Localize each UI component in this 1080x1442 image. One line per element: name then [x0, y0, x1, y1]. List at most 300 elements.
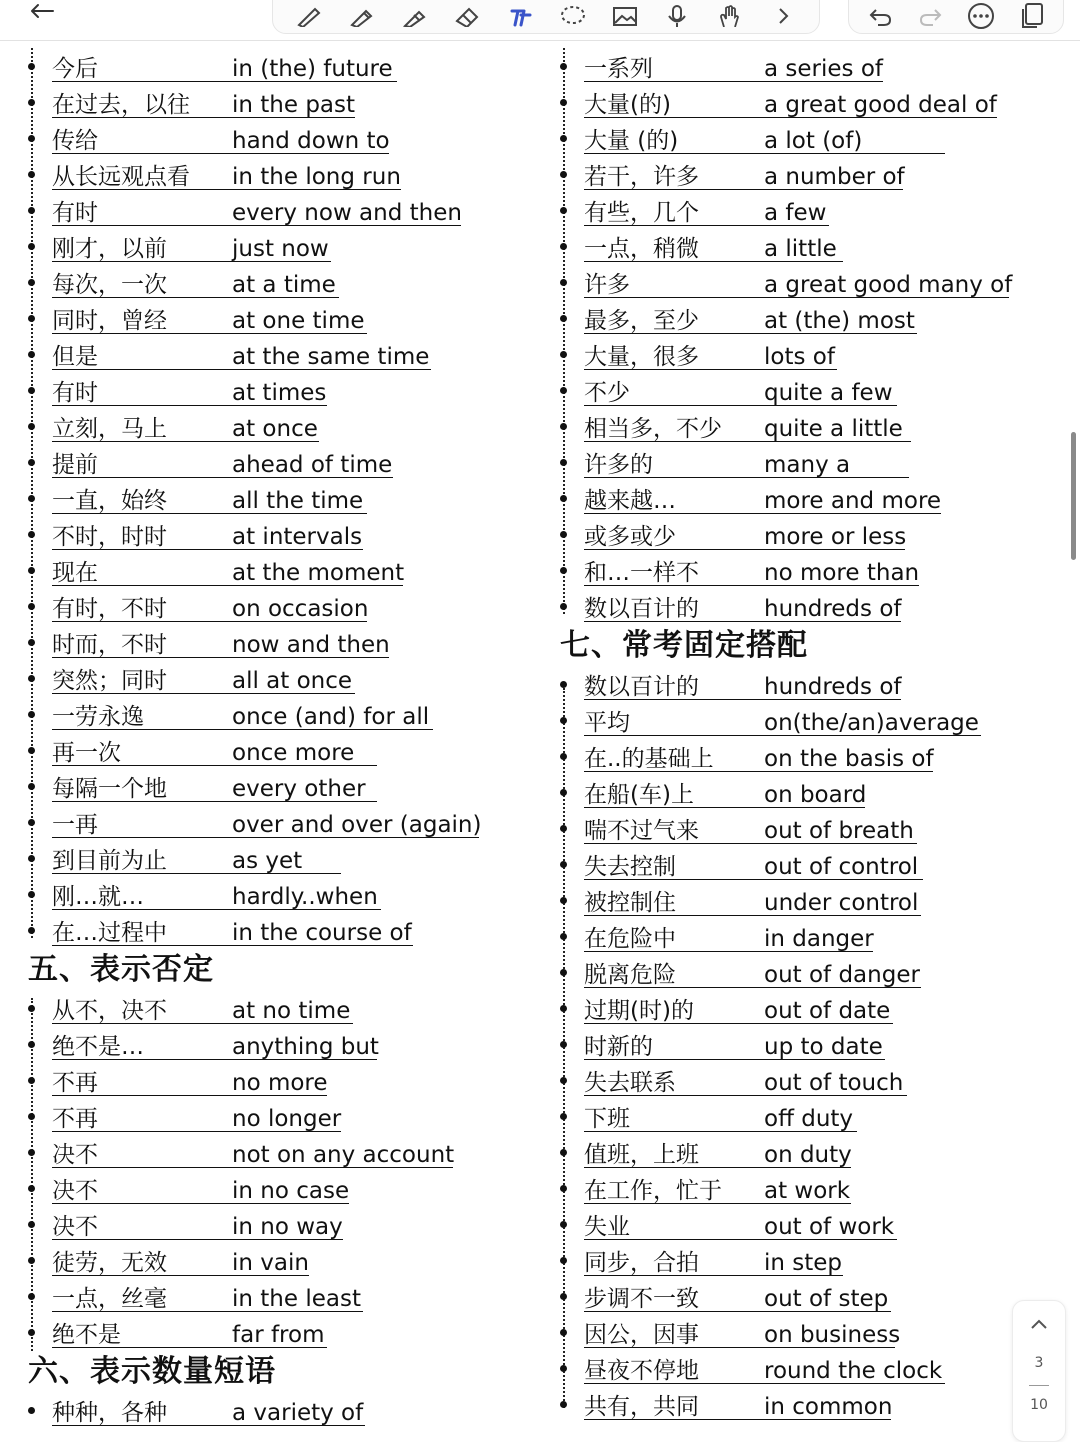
list-item [28, 1134, 548, 1170]
english-phrase: at work [764, 1178, 851, 1204]
left-column [28, 48, 548, 1428]
bullet-icon [560, 243, 567, 250]
underline [52, 693, 355, 694]
chinese-meaning: 被控制住 [584, 890, 676, 916]
bullet-icon [28, 1077, 35, 1084]
microphone-icon[interactable] [660, 1, 694, 31]
underline [584, 621, 901, 622]
english-phrase: as yet [232, 848, 303, 874]
list-item [28, 300, 548, 336]
pages-icon[interactable] [1015, 1, 1049, 31]
list-item [560, 1062, 1040, 1098]
list-item [28, 264, 548, 300]
underline [584, 1275, 843, 1276]
list-item [28, 1242, 548, 1278]
underline [584, 1095, 907, 1096]
english-phrase: a little [764, 236, 837, 262]
english-phrase: now and then [232, 632, 390, 658]
english-phrase: in no case [232, 1178, 350, 1204]
section-title-fixed-collocations: 七、常考固定搭配 [560, 626, 1040, 666]
list-item [28, 1170, 548, 1206]
english-phrase: once (and) for all [232, 704, 430, 730]
list-item [560, 372, 1040, 408]
english-phrase: in the least [232, 1286, 361, 1312]
english-phrase: anything but [232, 1034, 379, 1060]
chinese-meaning: 在…过程中 [52, 920, 167, 946]
chinese-meaning: 在..的基础上 [584, 746, 714, 772]
bullet-icon [28, 243, 35, 250]
underline [584, 405, 897, 406]
english-phrase: out of step [764, 1286, 889, 1312]
list-item [28, 840, 548, 876]
underline [584, 879, 923, 880]
bullet-icon [28, 819, 35, 826]
lasso-icon[interactable] [555, 1, 589, 31]
english-phrase: far from [232, 1322, 325, 1348]
bullet-icon [28, 711, 35, 718]
underline [584, 261, 843, 262]
list-item [28, 696, 548, 732]
underline [584, 915, 921, 916]
underline [52, 225, 461, 226]
chinese-meaning: 在危险中 [584, 926, 676, 952]
list-item [28, 588, 548, 624]
underline [584, 1419, 891, 1420]
bullet-icon [28, 351, 35, 358]
underline [584, 1203, 851, 1204]
list-item [560, 264, 1040, 300]
underline [584, 477, 909, 478]
underline [52, 549, 363, 550]
bullet-icon [28, 1407, 35, 1414]
underline [52, 333, 367, 334]
english-phrase: all the time [232, 488, 364, 514]
english-phrase: out of work [764, 1214, 895, 1240]
chevron-right-icon[interactable] [766, 1, 800, 31]
english-phrase: at a time [232, 272, 336, 298]
underline [52, 1347, 327, 1348]
chinese-meaning: 一系列 [584, 56, 653, 82]
bullet-icon [28, 639, 35, 646]
chinese-meaning: 大量，很多 [584, 344, 699, 370]
english-phrase: off duty [764, 1106, 854, 1132]
chinese-meaning: 和…一样不 [584, 560, 699, 586]
current-page-number: 3 [1034, 1355, 1044, 1371]
bullet-icon [560, 933, 567, 940]
english-phrase: more and more [764, 488, 942, 514]
english-phrase: once more [232, 740, 355, 766]
back-arrow-icon[interactable] [22, 0, 62, 26]
underline [52, 369, 431, 370]
list-item [28, 516, 548, 552]
chinese-meaning: 一再 [52, 812, 98, 838]
chinese-meaning: 同步，合拍 [584, 1250, 699, 1276]
underline [584, 153, 945, 154]
underline [584, 225, 829, 226]
list-item [28, 48, 548, 84]
chinese-meaning: 脱离危险 [584, 962, 676, 988]
underline [52, 873, 341, 874]
english-phrase: over and over (again) [232, 812, 482, 838]
english-phrase: many a [764, 452, 851, 478]
underline [584, 771, 933, 772]
chinese-meaning: 时而，不时 [52, 632, 167, 658]
chinese-meaning: 许多 [584, 272, 630, 298]
english-phrase: in step [764, 1250, 843, 1276]
list-item [28, 552, 548, 588]
chinese-meaning: 数以百计的 [584, 674, 699, 700]
bullet-icon [560, 603, 567, 610]
time-phrases-list [28, 48, 548, 948]
list-item [560, 1242, 1040, 1278]
english-phrase: at the moment [232, 560, 405, 586]
chinese-meaning: 在工作，忙于 [584, 1178, 722, 1204]
chinese-meaning: 一点，丝毫 [52, 1286, 167, 1312]
underline [52, 1059, 377, 1060]
english-phrase: a variety of [232, 1400, 364, 1426]
list-item [560, 156, 1040, 192]
list-item [28, 372, 548, 408]
chinese-meaning: 平均 [584, 710, 630, 736]
chinese-meaning: 不再 [52, 1070, 98, 1096]
english-phrase: a lot (of) [764, 128, 863, 154]
bullet-icon [28, 315, 35, 322]
underline [584, 1347, 895, 1348]
right-column [560, 48, 1040, 1422]
list-item [28, 1026, 548, 1062]
fixed-collocations-list [560, 666, 1040, 1422]
quantity-phrases-list-continued [560, 48, 1040, 624]
english-phrase: round the clock [764, 1358, 943, 1384]
list-item [28, 1206, 548, 1242]
list-item [560, 1134, 1040, 1170]
bullet-icon [28, 423, 35, 430]
underline [52, 729, 433, 730]
underline [584, 81, 883, 82]
image-icon[interactable] [608, 1, 642, 31]
list-item [28, 912, 548, 948]
undo-icon[interactable] [863, 1, 897, 31]
english-phrase: under control [764, 890, 919, 916]
list-item [28, 990, 548, 1026]
list-item [560, 552, 1040, 588]
bullet-icon [560, 567, 567, 574]
english-phrase: every other [232, 776, 366, 802]
bullet-icon [28, 279, 35, 286]
list-item [28, 84, 548, 120]
bullet-icon [28, 63, 35, 70]
underline [52, 1275, 309, 1276]
chinese-meaning: 决不 [52, 1214, 98, 1240]
chinese-meaning: 有时 [52, 200, 98, 226]
list-item [560, 738, 1040, 774]
english-phrase: on duty [764, 1142, 852, 1168]
underline [584, 549, 905, 550]
bullet-icon [28, 1041, 35, 1048]
list-item [560, 408, 1040, 444]
text-tool-icon[interactable] [503, 1, 537, 31]
chinese-meaning: 昼夜不停地 [584, 1358, 699, 1384]
chinese-meaning: 下班 [584, 1106, 630, 1132]
english-phrase: on occasion [232, 596, 369, 622]
list-item [28, 768, 548, 804]
chinese-meaning: 每次，一次 [52, 272, 167, 298]
eraser-icon[interactable] [450, 1, 484, 31]
underline [52, 1425, 365, 1426]
list-item [560, 1350, 1040, 1386]
bullet-icon [560, 681, 567, 688]
chinese-meaning: 传给 [52, 128, 98, 154]
bullet-icon [28, 207, 35, 214]
bullet-icon [560, 717, 567, 724]
english-phrase: hand down to [232, 128, 390, 154]
english-phrase: quite a little [764, 416, 903, 442]
english-phrase: on business [764, 1322, 901, 1348]
bullet-icon [560, 459, 567, 466]
underline [584, 699, 901, 700]
bullet-icon [560, 135, 567, 142]
list-item [560, 1206, 1040, 1242]
bullet-icon [560, 171, 567, 178]
underline [584, 297, 1009, 298]
underline [584, 1023, 893, 1024]
underline [52, 1095, 327, 1096]
english-phrase: quite a few [764, 380, 893, 406]
chinese-meaning: 或多或少 [584, 524, 676, 550]
bullet-icon [28, 1257, 35, 1264]
chinese-meaning: 越来越… [584, 488, 676, 514]
page-navigator [1012, 1300, 1066, 1442]
chinese-meaning: 大量 (的) [584, 128, 679, 154]
bullet-icon [560, 387, 567, 394]
bullet-icon [560, 1149, 567, 1156]
bullet-icon [28, 1113, 35, 1120]
english-phrase: in the long run [232, 164, 401, 190]
underline [584, 1059, 885, 1060]
bullet-icon [28, 1329, 35, 1336]
english-phrase: hundreds of [764, 596, 902, 622]
list-item [28, 804, 548, 840]
underline [52, 81, 397, 82]
english-phrase: no more than [764, 560, 920, 586]
chevron-up-icon[interactable] [1027, 1313, 1051, 1337]
scrollbar-thumb[interactable] [1071, 432, 1076, 560]
bullet-icon [560, 897, 567, 904]
english-phrase: not on any account [232, 1142, 455, 1168]
pen-icon[interactable] [292, 1, 326, 31]
list-item [560, 1170, 1040, 1206]
chinese-meaning: 不时，时时 [52, 524, 167, 550]
bullet-icon [560, 825, 567, 832]
list-item [28, 228, 548, 264]
chinese-meaning: 今后 [52, 56, 98, 82]
english-phrase: on board [764, 782, 867, 808]
list-item [560, 810, 1040, 846]
underline [52, 441, 319, 442]
chinese-meaning: 最多，至少 [584, 308, 699, 334]
list-item [28, 1278, 548, 1314]
chinese-meaning: 不再 [52, 1106, 98, 1132]
bullet-icon [560, 63, 567, 70]
bullet-icon [28, 603, 35, 610]
underline [52, 837, 479, 838]
bullet-icon [28, 387, 35, 394]
bullet-icon [560, 789, 567, 796]
chinese-meaning: 许多的 [584, 452, 653, 478]
list-item [28, 1392, 548, 1428]
chinese-meaning: 时新的 [584, 1034, 653, 1060]
english-phrase: hundreds of [764, 674, 902, 700]
chinese-meaning: 决不 [52, 1178, 98, 1204]
underline [52, 477, 393, 478]
bullet-icon [28, 459, 35, 466]
list-item [560, 846, 1040, 882]
underline [584, 441, 911, 442]
english-phrase: at once [232, 416, 318, 442]
chinese-meaning: 有时，不时 [52, 596, 167, 622]
english-phrase: out of control [764, 854, 919, 880]
hand-icon[interactable] [713, 1, 747, 31]
english-phrase: a number of [764, 164, 905, 190]
chinese-meaning: 但是 [52, 344, 98, 370]
chinese-meaning: 每隔一个地 [52, 776, 167, 802]
bullet-icon [28, 855, 35, 862]
english-phrase: up to date [764, 1034, 883, 1060]
list-item [560, 84, 1040, 120]
underline [52, 153, 389, 154]
english-phrase: in (the) future [232, 56, 393, 82]
bullet-icon [560, 1365, 567, 1372]
chinese-meaning: 再一次 [52, 740, 121, 766]
list-item [560, 192, 1040, 228]
bullet-icon [560, 99, 567, 106]
chinese-meaning: 不少 [584, 380, 630, 406]
underline [52, 1203, 349, 1204]
chinese-meaning: 过期(时)的 [584, 998, 694, 1024]
list-item [560, 48, 1040, 84]
bullet-icon [28, 891, 35, 898]
english-phrase: in the course of [232, 920, 412, 946]
english-phrase: every now and then [232, 200, 462, 226]
marker-icon[interactable] [345, 1, 379, 31]
list-item [28, 732, 548, 768]
bullet-icon [28, 495, 35, 502]
highlighter-icon[interactable] [397, 1, 431, 31]
list-item [560, 1314, 1040, 1350]
underline [584, 1311, 891, 1312]
english-phrase: a great good many of [764, 272, 1013, 298]
list-item [28, 1062, 548, 1098]
underline [52, 261, 331, 262]
quantity-phrases-list [28, 1392, 548, 1428]
list-item [28, 624, 548, 660]
english-phrase: no more [232, 1070, 328, 1096]
english-phrase: a few [764, 200, 827, 226]
section-title-quantity: 六、表示数量短语 [28, 1352, 548, 1392]
underline [584, 585, 919, 586]
bullet-icon [560, 423, 567, 430]
underline [52, 189, 401, 190]
english-phrase: out of date [764, 998, 891, 1024]
list-item [28, 120, 548, 156]
list-item [28, 408, 548, 444]
chinese-meaning: 到目前为止 [52, 848, 167, 874]
underline [52, 1131, 341, 1132]
list-item [28, 1314, 548, 1350]
chinese-meaning: 刚…就… [52, 884, 144, 910]
english-phrase: a series of [764, 56, 883, 82]
underline [52, 909, 381, 910]
chinese-meaning: 若干，许多 [584, 164, 699, 190]
bullet-icon [28, 1221, 35, 1228]
bullet-icon [560, 1401, 567, 1408]
bullet-icon [28, 783, 35, 790]
bullet-icon [28, 675, 35, 682]
underline [52, 405, 327, 406]
english-phrase: lots of [764, 344, 835, 370]
underline [52, 1311, 363, 1312]
english-phrase: at the same time [232, 344, 430, 370]
chinese-meaning: 大量(的) [584, 92, 671, 118]
top-toolbar [0, 0, 1080, 41]
chinese-meaning: 失去联系 [584, 1070, 676, 1096]
list-item [560, 702, 1040, 738]
chinese-meaning: 突然；同时 [52, 668, 167, 694]
english-phrase: a great good deal of [764, 92, 997, 118]
underline [584, 1383, 945, 1384]
chinese-meaning: 因公，因事 [584, 1322, 699, 1348]
chinese-meaning: 提前 [52, 452, 98, 478]
chinese-meaning: 从不，决不 [52, 998, 167, 1024]
bullet-icon [28, 1149, 35, 1156]
bullet-icon [28, 1185, 35, 1192]
bullet-icon [560, 531, 567, 538]
chinese-meaning: 同时，曾经 [52, 308, 167, 334]
more-icon[interactable] [964, 1, 998, 31]
bullet-icon [28, 171, 35, 178]
english-phrase: out of breath [764, 818, 914, 844]
list-item [28, 660, 548, 696]
english-phrase: in the past [232, 92, 356, 118]
underline [584, 333, 917, 334]
underline [584, 1167, 851, 1168]
bullet-icon [560, 315, 567, 322]
total-pages-number: 10 [1030, 1397, 1048, 1413]
chinese-meaning: 步调不一致 [584, 1286, 699, 1312]
list-item [28, 444, 548, 480]
bullet-icon [560, 861, 567, 868]
english-phrase: out of touch [764, 1070, 904, 1096]
chinese-meaning: 绝不是 [52, 1322, 121, 1348]
list-item [560, 666, 1040, 702]
list-item [560, 1026, 1040, 1062]
bullet-icon [560, 495, 567, 502]
redo-icon[interactable] [914, 1, 948, 31]
bullet-icon [28, 99, 35, 106]
underline [52, 1167, 453, 1168]
list-item [28, 1098, 548, 1134]
bullet-icon [28, 927, 35, 934]
english-phrase: at intervals [232, 524, 363, 550]
bullet-icon [28, 1293, 35, 1300]
english-phrase: at times [232, 380, 327, 406]
list-item [560, 990, 1040, 1026]
underline [52, 765, 377, 766]
list-item [560, 1098, 1040, 1134]
english-phrase: in common [764, 1394, 893, 1420]
chinese-meaning: 一点，稍微 [584, 236, 699, 262]
english-phrase: in danger [764, 926, 874, 952]
